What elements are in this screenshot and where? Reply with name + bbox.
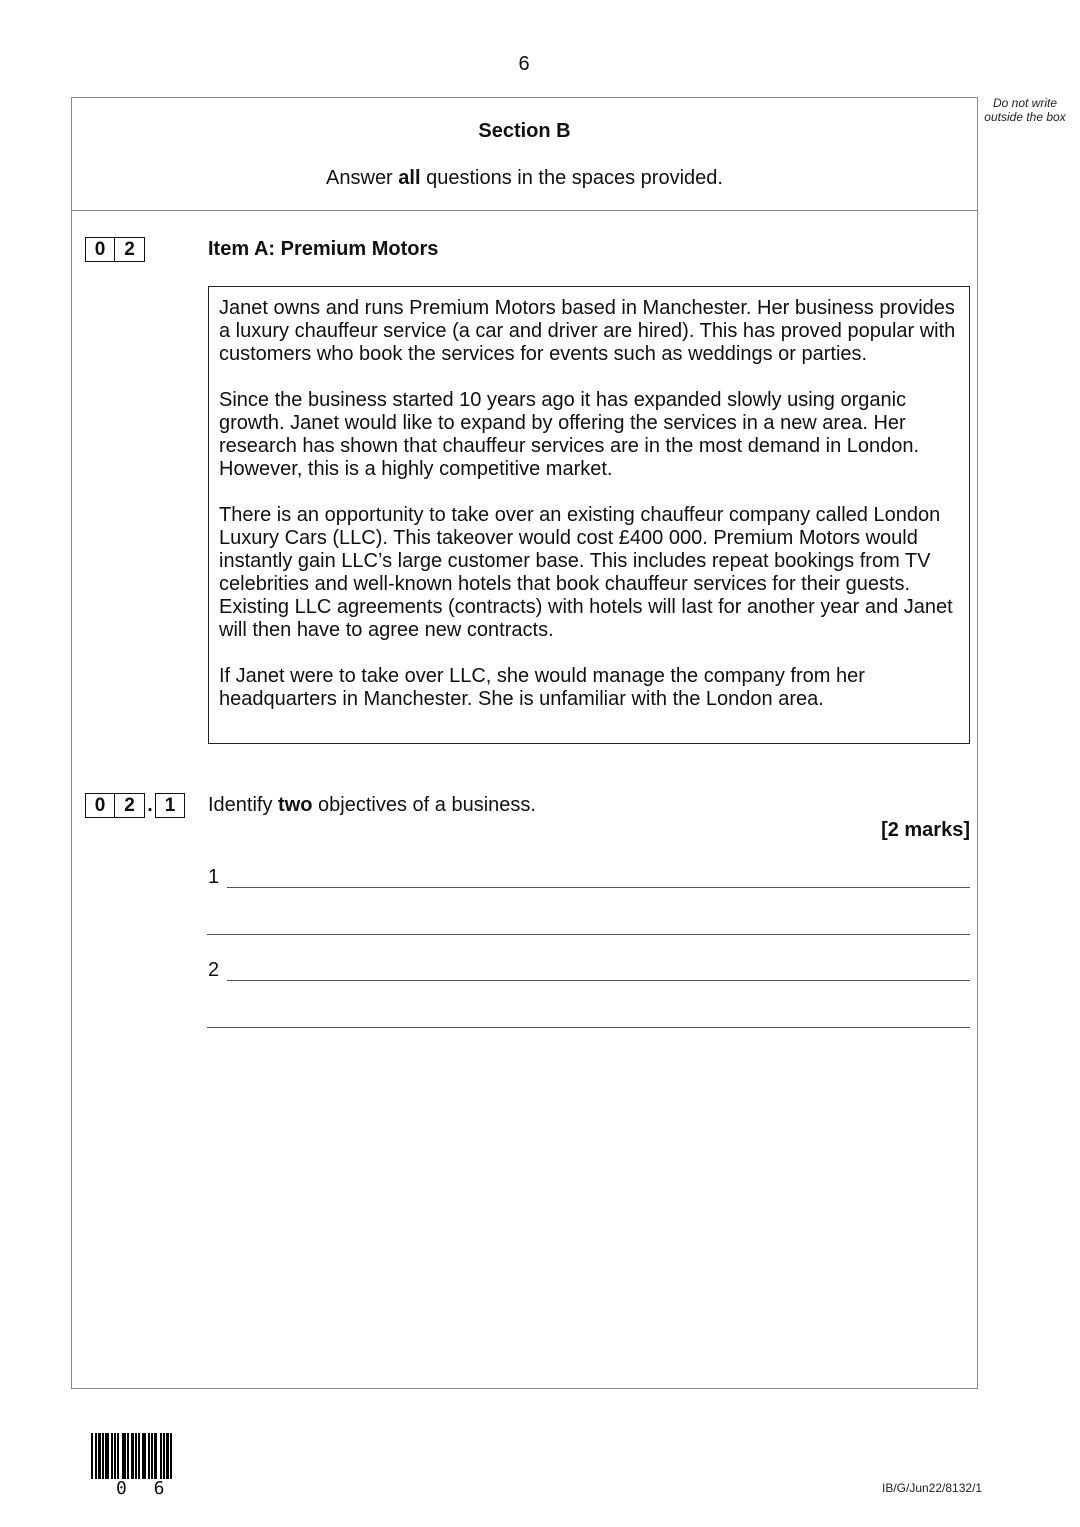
section-title: Section B — [478, 120, 571, 142]
question-digit: 2 — [115, 793, 145, 818]
question-sub-digit: 1 — [155, 793, 185, 818]
question-number-02-1 — [85, 793, 185, 818]
answer-line-1b[interactable] — [207, 934, 970, 935]
answer-label-2: 2 — [208, 959, 220, 981]
page-number: 6 — [518, 53, 530, 75]
case-study-paragraph: Since the business started 10 years ago it has expanded slowly using organic growth. Janet would like to expand by offering the services in a new area. Her research has shown that chauffeur services are in the most demand in London. However, this is a highly competitive market. — [219, 389, 920, 480]
barcode-number: 0 6 — [116, 1478, 173, 1499]
question-text — [208, 794, 536, 817]
case-study-paragraph: If Janet were to take over LLC, she would manage the company from her headquarters in Manchester. She is unfamiliar with the London area. — [219, 665, 865, 710]
question-suffix: objectives of a business. — [312, 794, 536, 816]
case-study-paragraph: Janet owns and runs Premium Motors based in Manchester. Her business provides a luxury chauffeur service (a car and driver are hired). This has proved popular with customers who book the services for events such as weddings or parties. — [219, 297, 956, 365]
question-digit: 2 — [115, 237, 145, 262]
question-number-02 — [85, 237, 145, 262]
marks-label: [2 marks] — [881, 819, 970, 841]
instruction-prefix: Answer — [326, 167, 399, 189]
case-study-box — [208, 286, 970, 744]
question-prefix: Identify — [208, 794, 279, 816]
footer-code: IB/G/Jun22/8132/1 — [882, 1481, 983, 1495]
question-dot: . — [147, 794, 153, 816]
answer-line-1a[interactable] — [227, 887, 970, 888]
answer-line-2b[interactable] — [207, 1027, 970, 1028]
section-instruction — [72, 167, 977, 190]
case-study-paragraph: There is an opportunity to take over an existing chauffeur company called London Luxury Cars (LLC). This takeover would cost £400 000. Premium Motors would instantly gain LLC’s large customer base. This includes repeat bookings from TV celebrities and well-known hotels that book chauffeur services for their guests. Existing LLC agreements (contracts) with hotels will last for another year and Janet will then have to agree new contracts. — [219, 504, 953, 641]
item-title: Item A: Premium Motors — [208, 238, 439, 260]
question-bold: two — [278, 794, 313, 816]
question-digit: 0 — [85, 793, 115, 818]
answer-line-2a[interactable] — [227, 980, 970, 981]
instruction-bold: all — [398, 167, 421, 189]
question-digit: 0 — [85, 237, 115, 262]
instruction-suffix: questions in the spaces provided. — [420, 167, 723, 189]
margin-note: Do not write outside the box — [984, 96, 1066, 124]
section-header — [72, 98, 977, 211]
answer-label-1: 1 — [208, 866, 220, 888]
barcode — [91, 1433, 172, 1479]
